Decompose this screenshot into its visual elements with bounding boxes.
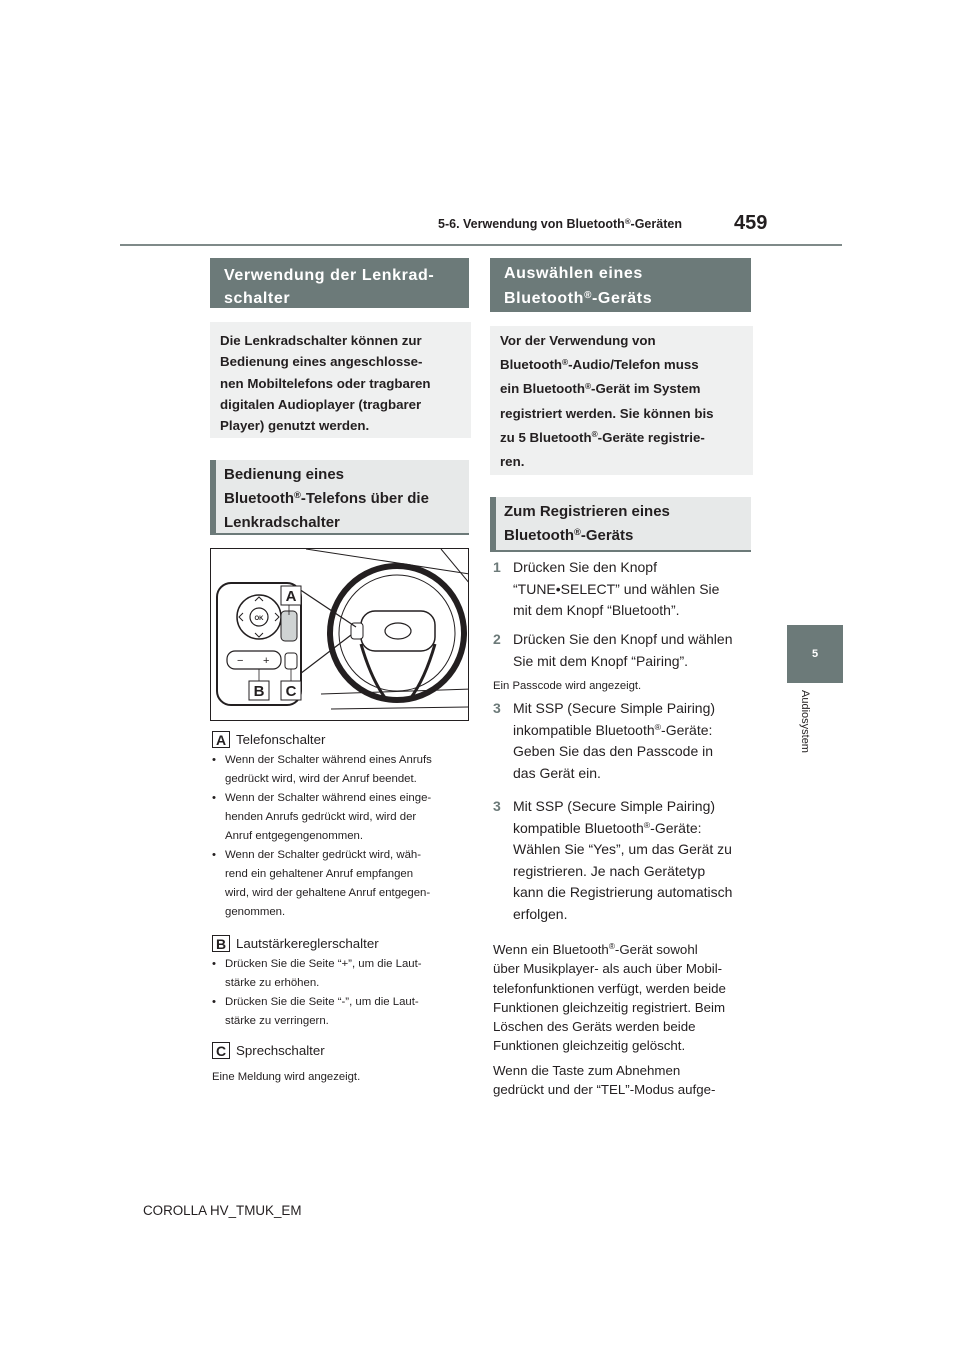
sub-header-line: Bluetooth®-Geräts [504,526,634,544]
ok-button-label: OK [254,616,264,622]
bullet-item: • Wenn der Schalter während eines einge- henden Anrufs gedrückt wird, wird der Anruf entgegengenommen. [212,789,472,846]
running-head: 5-6. Verwendung von Bluetooth®-Geräten [438,216,682,231]
callout-label-c: C [212,1042,230,1059]
info-line: Die Lenkradschalter können zur [220,333,422,348]
callout-title: Telefonschalter [236,732,326,747]
bullet-item: • Drücken Sie die Seite “+”, um die Laut- stärke zu erhöhen. [212,955,472,993]
section-header-select-device [490,258,751,312]
section-header-steering-switches [210,258,469,308]
bullet-item: • Wenn der Schalter gedrückt wird, wäh- rend ein gehaltener Anruf empfangen wird, wird der gehaltene Anruf entgegen- genommen. [212,846,472,922]
figure-label-b: B [253,683,265,700]
info-line: digitalen Audioplayer (tragbarer [220,396,422,412]
header-rule [120,244,842,246]
info-box-select-device: Vor der Verwendung von Bluetooth®-Audio/Telefon muss ein Bluetooth®-Gerät im System registriert werden. Sie können bis zu 5 Bluetooth®-Geräte registrie- ren. [490,326,753,475]
chapter-tab[interactable]: 5 [787,625,843,683]
callout-c [212,1042,472,1059]
note-message: Eine Meldung wird angezeigt. [212,1071,361,1083]
step-3-compatible: 3 Mit SSP (Secure Simple Pairing) kompatible Bluetooth®-Geräte: Wählen Sie “Yes”, um das Gerät zu registrieren. Je nach Gerätetyp kann die Registrierung automatisch erfolgen. [493,798,733,922]
section-header-line: schalter [224,290,291,307]
sub-header-line: Bluetooth®-Telefons über die [224,489,429,507]
body-paragraph: Wenn die Taste zum Abnehmen gedrückt und der “TEL”-Modus aufge- [493,1063,716,1098]
sub-header-register-device [490,497,751,552]
passcode-note: Ein Passcode wird angezeigt. [493,680,642,692]
step-3-incompatible: 3 Mit SSP (Secure Simple Pairing) inkompatible Bluetooth®-Geräte: Geben Sie das den Passcode in das Gerät ein. [493,700,716,781]
chapter-label: Audiosystem [799,690,811,753]
sub-header-bluetooth-phone [210,460,469,535]
info-line: Bedienung eines angeschlosse- [220,354,423,370]
info-line: Player) genutzt werden. [220,418,370,434]
page-number: 459 [734,212,768,234]
sub-header-line: Zum Registrieren eines [504,503,670,520]
info-box-steering-switches [210,322,471,438]
steering-wheel-figure [210,548,469,721]
info-line: nen Mobiltelefons oder tragbaren [220,375,431,391]
callout-title: Lautstärkereglerschalter [236,936,379,951]
callout-b [212,935,472,1031]
steering-wheel-illustration [211,549,469,721]
step-1: 1 Drücken Sie den Knopf “TUNE•SELECT” und wählen Sie mit dem Knopf “Bluetooth”. [493,559,720,619]
callout-label-b: B [212,935,230,952]
svg-text:+: + [263,655,270,667]
svg-text:−: − [237,655,244,667]
bullet-item: • Drücken Sie die Seite “-”, um die Laut- stärke zu verringern. [212,993,472,1031]
body-paragraph: Wenn ein Bluetooth®-Gerät sowohl über Musikplayer- als auch über Mobil- telefonfunktionen verfügt, werden beide Funktionen gleichzeitig registriert. Beim Löschen des Geräts werden beide Funktionen gleichzeitig gelöscht. [493,942,726,1054]
figure-label-a: A [285,588,297,605]
sub-header-line: Bedienung eines [224,466,345,483]
section-header-line: Bluetooth®-Geräts [504,289,653,307]
callout-title: Sprechschalter [236,1043,325,1058]
step-2: 2 Drücken Sie den Knopf und wählen Sie mit dem Knopf “Pairing”. [493,631,733,669]
section-header-line: Auswählen eines [504,265,643,282]
callout-a [212,731,472,922]
callout-label-a: A [212,731,230,748]
footer-model: COROLLA HV_TMUK_EM [143,1203,302,1218]
sub-header-line: Lenkradschalter [224,514,340,531]
section-header-line: Verwendung der Lenkrad- [224,267,435,284]
bullet-item: • Wenn der Schalter während eines Anrufs gedrückt wird, wird der Anruf beendet. [212,751,472,789]
figure-label-c: C [285,683,297,700]
